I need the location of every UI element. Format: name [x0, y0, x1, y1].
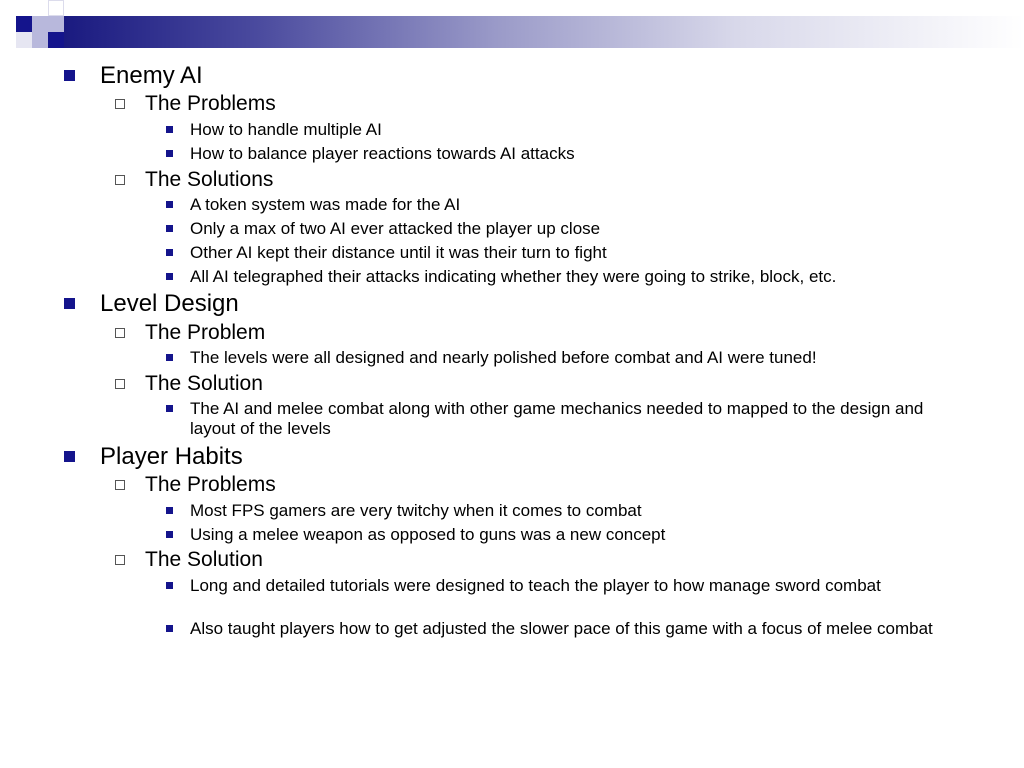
list-item-text: How to balance player reactions towards AI attacks — [190, 144, 575, 163]
banner-square — [32, 16, 48, 32]
list-item-text: The levels were all designed and nearly polished before combat and AI were tuned! — [190, 348, 817, 367]
small-square-bullet-icon — [166, 531, 173, 538]
hollow-square-bullet-icon — [115, 175, 125, 185]
list-item-text: Most FPS gamers are very twitchy when it comes to combat — [190, 501, 642, 520]
list-item-text: How to handle multiple AI — [190, 120, 382, 139]
list-item-text: Long and detailed tutorials were designed to teach the player to how manage sword combat — [190, 576, 881, 595]
title-banner — [0, 0, 1024, 48]
small-square-bullet-icon — [166, 354, 173, 361]
heading-level-design: Level Design — [100, 290, 239, 317]
small-square-bullet-icon — [166, 405, 173, 412]
list-item-text: All AI telegraphed their attacks indicating whether they were going to strike, block, etc. — [190, 267, 837, 286]
hollow-square-bullet-icon — [115, 328, 125, 338]
square-bullet-icon — [64, 70, 75, 81]
banner-square — [16, 32, 32, 48]
hollow-square-bullet-icon — [115, 99, 125, 109]
hollow-square-bullet-icon — [115, 379, 125, 389]
small-square-bullet-icon — [166, 625, 173, 632]
small-square-bullet-icon — [166, 249, 173, 256]
sub-heading: The Solutions — [145, 168, 274, 191]
small-square-bullet-icon — [166, 201, 173, 208]
square-bullet-icon — [64, 298, 75, 309]
list-item-text: The AI and melee combat along with other game mechanics needed to mapped to the design and layout of the levels — [190, 399, 924, 438]
list-item-text: A token system was made for the AI — [190, 195, 461, 214]
heading-enemy-ai: Enemy AI — [100, 62, 203, 89]
list-item-text: Also taught players how to get adjusted the slower pace of this game with a focus of melee combat — [190, 619, 933, 638]
small-square-bullet-icon — [166, 150, 173, 157]
sub-heading: The Solution — [145, 372, 263, 395]
banner-square — [48, 16, 64, 32]
banner-square — [32, 32, 48, 48]
list-item-text: Other AI kept their distance until it was their turn to fight — [190, 243, 607, 262]
square-bullet-icon — [64, 451, 75, 462]
small-square-bullet-icon — [166, 273, 173, 280]
small-square-bullet-icon — [166, 582, 173, 589]
banner-gradient-bar — [64, 16, 1024, 48]
hollow-square-bullet-icon — [115, 480, 125, 490]
sub-heading: The Problems — [145, 473, 276, 496]
list-item-text: Only a max of two AI ever attacked the player up close — [190, 219, 601, 238]
small-square-bullet-icon — [166, 126, 173, 133]
list-item-text: Using a melee weapon as opposed to guns was a new concept — [190, 525, 666, 544]
sub-heading: The Problems — [145, 92, 276, 115]
banner-square — [16, 16, 32, 32]
sub-heading: The Solution — [145, 548, 263, 571]
banner-square — [48, 0, 64, 16]
banner-square — [48, 32, 64, 48]
sub-heading: The Problem — [145, 321, 266, 344]
small-square-bullet-icon — [166, 507, 173, 514]
heading-player-habits: Player Habits — [100, 443, 243, 470]
hollow-square-bullet-icon — [115, 555, 125, 565]
small-square-bullet-icon — [166, 225, 173, 232]
